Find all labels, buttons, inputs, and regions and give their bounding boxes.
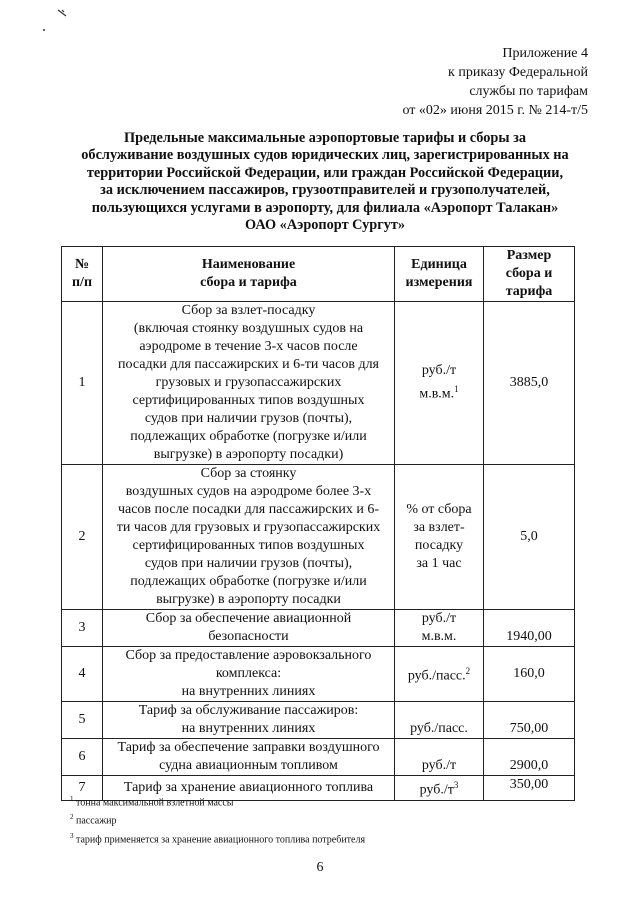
row-value: 1940,00 [484,610,575,647]
table-row [62,647,575,702]
footnote-ref: 3 [453,780,459,790]
row-value: 5,0 [484,465,575,610]
table-row [62,739,575,776]
title-line: территории Российской Федерации, или граждан Российской Федерации, [86,164,564,181]
header-unit: Единица измерения [395,247,484,302]
header-num: № п/п [62,247,103,302]
footnote: $^1$ тонна максимальной взлетной массы [70,795,234,809]
row-name: Сбор за взлет-посадку (включая стоянку воздушных судов на аэродроме в течение 3-х часов после посадки для пассажирских и 6-ти часов для грузовых и грузопассажирских сертифицированных типов воздушных судов при наличии грузов (почты), подлежащих обработке (погрузке и/или выгрузке) в аэропорту посадки) [103,302,395,465]
row-name: Тариф за обеспечение заправки воздушного судна авиационным топливом [103,739,395,776]
title-line: обслуживание воздушных судов юридических лиц, зарегистрированных на [81,147,569,164]
row-name: Сбор за предоставление аэровокзального комплекса: на внутренних линиях [103,647,395,702]
row-number: 4 [62,647,103,702]
row-name: Сбор за стоянку воздушных судов на аэродроме более 3-х часов после посадки для пассажирских и 6- ти часов для грузовых и грузопассажирских сертифицированных типов воздушных судов при наличии грузов (почты), подлежащих обработке (погрузке и/или выгрузке) в аэропорту посадки [103,465,395,610]
table-header-row [62,247,575,302]
footnote: $^2$ пассажир [70,813,117,827]
footnotes [70,792,365,847]
appendix-line: службы по тарифам [469,84,588,99]
row-number: 3 [62,610,103,647]
appendix-line: Приложение 4 [502,46,588,61]
row-value: 3885,0 [484,302,575,465]
table-row [62,465,575,610]
row-number: 5 [62,702,103,739]
appendix-line: от «02» июня 2015 г. № 214-т/5 [402,103,588,118]
page-number: 6 [316,860,324,875]
row-unit: руб./пасс.$^2$ [395,647,484,702]
appendix-header [402,44,588,120]
table-row [62,302,575,465]
tariffs-table [61,246,575,801]
row-name: Тариф за обслуживание пассажиров: на внутренних линиях [103,702,395,739]
row-unit: % от сбора за взлет- посадку за 1 час [395,465,484,610]
appendix-line: к приказу Федеральной [448,65,588,80]
row-value: 2900,0 [484,739,575,776]
row-number: 6 [62,739,103,776]
row-unit: руб./т [395,739,484,776]
row-unit: руб./т м.в.м.$^1$ [395,302,484,465]
table-row [62,702,575,739]
document-title [40,130,610,234]
header-value: Размер сбора и тарифа [484,247,575,302]
row-number: 2 [62,465,103,610]
title-line: Предельные максимальные аэропортовые тарифы и сборы за [124,130,526,146]
table-row [62,610,575,647]
title-line: за исключением пассажиров, грузоотправителей и грузополучателей, [100,182,550,199]
row-unit: $руб./т^3$ [395,776,484,801]
row-name: Сбор за обеспечение авиационной безопасности [103,610,395,647]
footnote-ref: 1 [454,384,459,395]
row-value: 750,00 [484,702,575,739]
footnote-ref: 2 [465,666,471,677]
row-number: 7 [62,776,103,801]
header-name: Наименование сбора и тарифа [103,247,395,302]
ink-speck-marks [36,4,76,34]
row-value: 350,00 [484,776,575,801]
row-value: 160,0 [484,647,575,702]
title-line: ОАО «Аэропорт Сургут» [244,217,406,234]
row-unit: руб./пасс. [395,702,484,739]
row-number: 1 [62,302,103,465]
footnote: $^3$ тариф применяется за хранение авиационного топлива потребителя [70,831,366,845]
title-line: пользующихся услугами в аэропорту, для филиала «Аэропорт Талакан» [91,199,559,216]
row-name: Тариф за хранение авиационного топлива [103,776,395,801]
row-unit: руб./т м.в.м. [395,610,484,647]
